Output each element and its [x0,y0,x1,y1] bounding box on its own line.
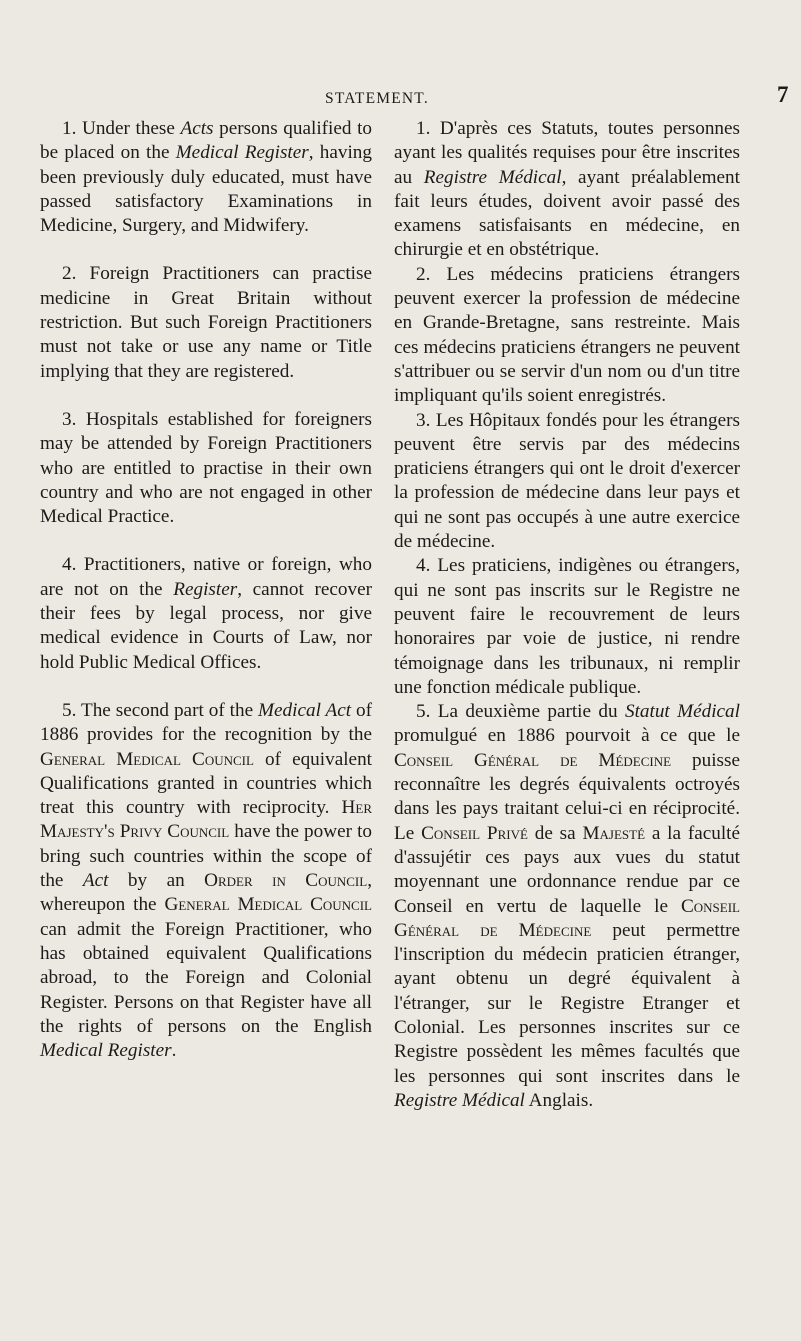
english-column [40,117,372,1087]
french-column [394,117,740,1113]
english-paragraph-2: 2. Foreign Practitioners can practise medicine in Great Britain without restriction. But such Foreign Practitioners must not take or use any name or Title implying that they are registered. [40,263,372,382]
french-paragraph-4: 4. Les praticiens, indigènes ou étrangers, qui ne sont pas inscrits sur le Registre ne peuvent faire le recouvrement de leurs honoraires par voie de justice, ni rendre témoignage dans les tribunaux, ni remplir une fonction médicale publique. [394,555,740,698]
french-paragraph-3: 3. Les Hôpitaux fondés pour les étrangers peuvent être servis par des médecins praticiens étrangers qui ont le droit d'exercer la profession de médecine dans leur pays et qui ne sont pas occupés à une autre exercice de médecine. [394,409,740,553]
english-paragraph-4: 4. Practitioners, native or foreign, who are not on the Register, cannot recover their fees by legal process, nor give medical evidence in Courts of Law, nor hold Public Medical Offices. [40,554,372,673]
french-paragraph-1: 1. D'après ces Statuts, toutes personnes ayant les qualités requises pour être inscrites au Registre Médical, ayant préalablement fait leurs études, doivent avoir passé des examens satisfaisants en médecine, en chirurgie et en obstétrique. [394,118,740,261]
page-number: 7 [777,82,789,107]
page-header [0,82,801,112]
running-head: STATEMENT. [325,90,429,107]
english-paragraph-5: 5. The second part of the Medical Act of 1886 provides for the recognition by the General Medical Council of equivalent Qualifications granted in countries which treat this country with reciprocity. Her Majesty's Privy Council have the power to bring such countries within the scope of the Act by an Order in Council, whereupon the General Medical Council can admit the Foreign Practitioner, who has obtained equivalent Qualifications abroad, to the Foreign and Colonial Register. Persons on that Register have all the rights of persons on the English Medical Register. [40,699,372,1062]
french-paragraph-2: 2. Les médecins praticiens étrangers peuvent exercer la profession de médecine en Grande-Bretagne, sans restreinte. Mais ces médecins praticiens étrangers ne peuvent s'attribuer ou se servir d'un nom ou d'un titre impliquant qu'ils soient enregistrés. [394,263,740,407]
french-paragraph-5: 5. La deuxième partie du Statut Médical promulgué en 1886 pourvoit à ce que le Conseil Général de Médecine puisse reconnaître les degrés équivalents octroyés dans les pays traitant celui-ci en réciprocité. Le Conseil Privé de sa Majesté a la faculté d'assujétir ces pays aux vues du statut moyennant une ordonnance rendue par ce Conseil en vertu de laquelle le Conseil Général de Médecine peut permettre l'inscription du médecin praticien étranger, ayant obtenu un degré équivalent à l'étranger, sur le Registre Etranger et Colonial. Les personnes inscrites sur ce Registre possèdent les mêmes facultés que les personnes qui sont inscrites dans le Registre Médical Anglais. [394,701,741,1111]
english-paragraph-1: 1. Under these Acts persons qualified to be placed on the Medical Register, having been previously duly educated, must have passed satisfactory Examinations in Medicine, Surgery, and Midwifery. [40,118,372,237]
english-paragraph-3: 3. Hospitals established for foreigners may be attended by Foreign Practitioners who are entitled to practise in their own country and who are not engaged in other Medical Practice. [40,408,372,528]
